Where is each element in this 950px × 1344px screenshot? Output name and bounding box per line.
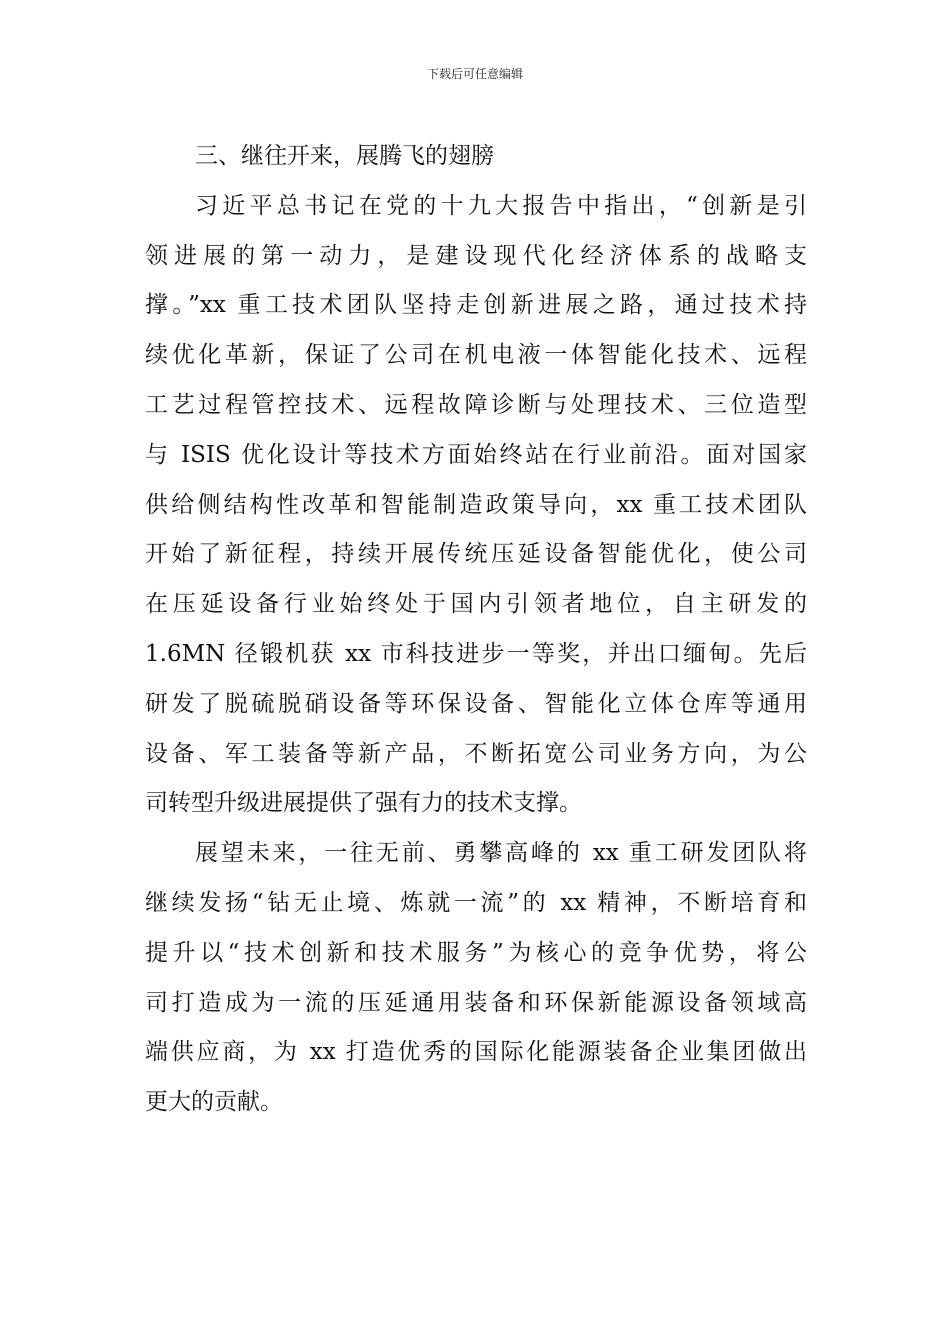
paragraph-line: 续优化革新，保证了公司在机电液一体智能化技术、远程: [145, 342, 807, 369]
paragraph-line: 端供应商，为 xx 打造优秀的国际化能源装备企业集团做出: [145, 1039, 807, 1066]
paragraph-line: 在压延设备行业始终处于国内引领者地位，自主研发的: [145, 591, 807, 618]
paragraph-line: 领进展的第一动力，是建设现代化经济体系的战略支: [145, 242, 807, 269]
paragraph-line: 展望未来，一往无前、勇攀高峰的 xx 重工研发团队将: [195, 840, 807, 867]
paragraph-line: 供给侧结构性改革和智能制造政策导向，xx 重工技术团队: [145, 491, 807, 518]
paragraph-line: 1.6MN 径锻机获 xx 市科技进步一等奖，并出口缅甸。先后: [145, 640, 807, 667]
paragraph-line: 司转型升级进展提供了强有力的技术支撑。: [145, 790, 582, 817]
paragraph-line: 工艺过程管控技术、远程故障诊断与处理技术、三位造型: [145, 391, 807, 418]
page-header-note: 下载后可任意编辑: [426, 67, 523, 81]
paragraph-line: 更大的贡献。: [145, 1089, 283, 1116]
paragraph-line: 设备、军工装备等新产品，不断拓宽公司业务方向，为公: [145, 740, 807, 767]
section-heading: 三、继往开来，展腾飞的翅膀: [195, 143, 494, 169]
paragraph-line: 习近平总书记在党的十九大报告中指出，“创新是引: [195, 192, 807, 219]
document-body: [145, 132, 807, 1128]
paragraph-innovation: [145, 182, 807, 829]
paragraph-line: 与 ISIS 优化设计等技术方面始终站在行业前沿。面对国家: [145, 441, 807, 468]
paragraph-line: 司打造成为一流的压延通用装备和环保新能源设备领域高: [145, 989, 807, 1016]
paragraph-line: 研发了脱硫脱硝设备等环保设备、智能化立体仓库等通用: [145, 690, 807, 717]
paragraph-line: 继续发扬“钻无止境、炼就一流”的 xx 精神，不断培育和: [145, 889, 807, 916]
paragraph-outlook: [145, 829, 807, 1128]
paragraph-line: 提升以“技术创新和技术服务”为核心的竞争优势，将公: [145, 939, 807, 966]
paragraph-line: 开始了新征程，持续开展传统压延设备智能优化，使公司: [145, 541, 807, 568]
paragraph-line: 撑。”xx 重工技术团队坚持走创新进展之路，通过技术持: [145, 292, 807, 319]
